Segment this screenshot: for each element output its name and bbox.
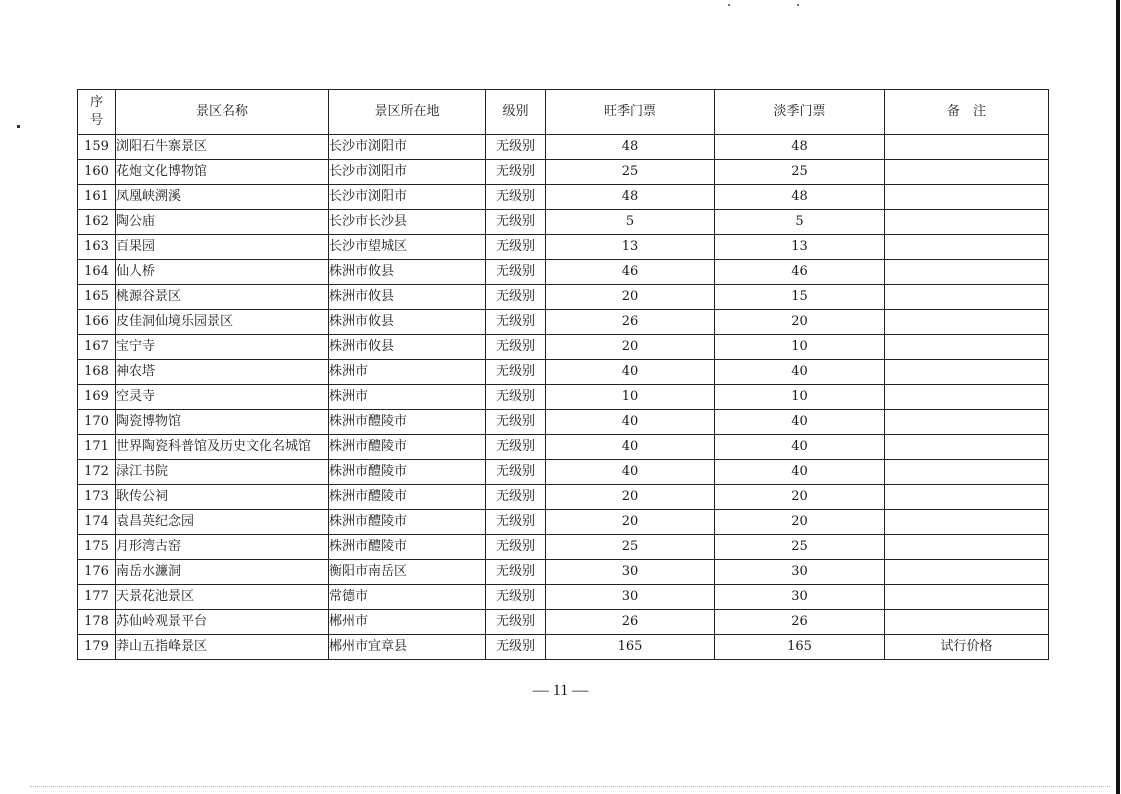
- cell-peak-price: 26: [546, 610, 715, 635]
- cell-seq: 163: [78, 235, 116, 260]
- cell-seq: 168: [78, 360, 116, 385]
- cell-location: 郴州市宜章县: [329, 635, 486, 660]
- cell-off-price: 20: [715, 310, 885, 335]
- cell-peak-price: 13: [546, 235, 715, 260]
- table-row: [78, 135, 1049, 160]
- cell-scenic-name: 苏仙岭观景平台: [116, 610, 329, 635]
- cell-location: 常德市: [329, 585, 486, 610]
- cell-level: 无级别: [486, 510, 546, 535]
- header-level: 级别: [486, 90, 546, 135]
- cell-location: 衡阳市南岳区: [329, 560, 486, 585]
- cell-off-price: 46: [715, 260, 885, 285]
- table-row: [78, 385, 1049, 410]
- cell-location: 株洲市醴陵市: [329, 435, 486, 460]
- cell-remarks: [885, 385, 1049, 410]
- scan-speck: [728, 4, 730, 6]
- scan-noise-line: [30, 786, 1110, 788]
- cell-off-price: 165: [715, 635, 885, 660]
- cell-seq: 159: [78, 135, 116, 160]
- cell-scenic-name: 天景花池景区: [116, 585, 329, 610]
- cell-level: 无级别: [486, 260, 546, 285]
- cell-peak-price: 46: [546, 260, 715, 285]
- cell-location: 株洲市攸县: [329, 260, 486, 285]
- cell-off-price: 5: [715, 210, 885, 235]
- cell-off-price: 40: [715, 435, 885, 460]
- cell-seq: 174: [78, 510, 116, 535]
- header-seq: [78, 90, 116, 135]
- table-row: [78, 410, 1049, 435]
- cell-location: 株洲市醴陵市: [329, 460, 486, 485]
- cell-level: 无级别: [486, 560, 546, 585]
- cell-scenic-name: 宝宁寺: [116, 335, 329, 360]
- cell-peak-price: 165: [546, 635, 715, 660]
- cell-off-price: 30: [715, 560, 885, 585]
- cell-scenic-name: 神农塔: [116, 360, 329, 385]
- cell-scenic-name: 浏阳石牛寨景区: [116, 135, 329, 160]
- table-row: [78, 610, 1049, 635]
- cell-peak-price: 26: [546, 310, 715, 335]
- cell-peak-price: 48: [546, 135, 715, 160]
- table-row: [78, 435, 1049, 460]
- cell-scenic-name: 皮佳洞仙境乐园景区: [116, 310, 329, 335]
- cell-off-price: 20: [715, 510, 885, 535]
- cell-level: 无级别: [486, 385, 546, 410]
- cell-level: 无级别: [486, 160, 546, 185]
- cell-remarks: [885, 335, 1049, 360]
- cell-remarks: [885, 185, 1049, 210]
- cell-level: 无级别: [486, 460, 546, 485]
- cell-remarks: [885, 160, 1049, 185]
- cell-seq: 166: [78, 310, 116, 335]
- cell-level: 无级别: [486, 310, 546, 335]
- cell-peak-price: 48: [546, 185, 715, 210]
- cell-level: 无级别: [486, 210, 546, 235]
- table-row: [78, 585, 1049, 610]
- cell-off-price: 20: [715, 485, 885, 510]
- cell-remarks: 试行价格: [885, 635, 1049, 660]
- cell-off-price: 25: [715, 535, 885, 560]
- cell-remarks: [885, 610, 1049, 635]
- cell-seq: 164: [78, 260, 116, 285]
- cell-seq: 165: [78, 285, 116, 310]
- cell-level: 无级别: [486, 235, 546, 260]
- table-row: [78, 310, 1049, 335]
- cell-scenic-name: 渌江书院: [116, 460, 329, 485]
- cell-peak-price: 5: [546, 210, 715, 235]
- cell-scenic-name: 莽山五指峰景区: [116, 635, 329, 660]
- cell-scenic-name: 仙人桥: [116, 260, 329, 285]
- cell-remarks: [885, 135, 1049, 160]
- cell-seq: 179: [78, 635, 116, 660]
- cell-scenic-name: 桃源谷景区: [116, 285, 329, 310]
- cell-location: 株洲市攸县: [329, 335, 486, 360]
- cell-scenic-name: 空灵寺: [116, 385, 329, 410]
- cell-scenic-name: 耿传公祠: [116, 485, 329, 510]
- cell-location: 株洲市: [329, 385, 486, 410]
- cell-remarks: [885, 585, 1049, 610]
- cell-off-price: 25: [715, 160, 885, 185]
- cell-peak-price: 40: [546, 360, 715, 385]
- table-row: [78, 635, 1049, 660]
- cell-level: 无级别: [486, 335, 546, 360]
- cell-seq: 173: [78, 485, 116, 510]
- cell-off-price: 48: [715, 135, 885, 160]
- cell-level: 无级别: [486, 635, 546, 660]
- cell-remarks: [885, 235, 1049, 260]
- cell-scenic-name: 世界陶瓷科普馆及历史文化名城馆: [116, 435, 329, 460]
- cell-remarks: [885, 310, 1049, 335]
- table-row: [78, 560, 1049, 585]
- table-row: [78, 285, 1049, 310]
- cell-off-price: 48: [715, 185, 885, 210]
- cell-seq: 169: [78, 385, 116, 410]
- cell-seq: 162: [78, 210, 116, 235]
- cell-location: 株洲市醴陵市: [329, 535, 486, 560]
- table-row: [78, 260, 1049, 285]
- cell-remarks: [885, 410, 1049, 435]
- cell-seq: 160: [78, 160, 116, 185]
- cell-peak-price: 20: [546, 485, 715, 510]
- cell-location: 株洲市醴陵市: [329, 410, 486, 435]
- cell-scenic-name: 南岳水濂洞: [116, 560, 329, 585]
- cell-peak-price: 25: [546, 160, 715, 185]
- cell-location: 长沙市浏阳市: [329, 135, 486, 160]
- cell-seq: 177: [78, 585, 116, 610]
- scan-speck: [797, 4, 799, 6]
- cell-location: 株洲市醴陵市: [329, 485, 486, 510]
- cell-level: 无级别: [486, 435, 546, 460]
- cell-remarks: [885, 435, 1049, 460]
- cell-peak-price: 30: [546, 560, 715, 585]
- cell-location: 株洲市醴陵市: [329, 510, 486, 535]
- binding-edge: [1116, 0, 1120, 794]
- cell-seq: 175: [78, 535, 116, 560]
- cell-scenic-name: 袁昌英纪念园: [116, 510, 329, 535]
- table-row: [78, 460, 1049, 485]
- cell-seq: 172: [78, 460, 116, 485]
- cell-location: 株洲市攸县: [329, 285, 486, 310]
- table-row: [78, 185, 1049, 210]
- cell-remarks: [885, 360, 1049, 385]
- cell-scenic-name: 陶公庙: [116, 210, 329, 235]
- cell-level: 无级别: [486, 610, 546, 635]
- cell-off-price: 10: [715, 385, 885, 410]
- cell-peak-price: 25: [546, 535, 715, 560]
- cell-remarks: [885, 285, 1049, 310]
- cell-location: 长沙市浏阳市: [329, 160, 486, 185]
- cell-peak-price: 40: [546, 435, 715, 460]
- cell-peak-price: 10: [546, 385, 715, 410]
- table-row: [78, 160, 1049, 185]
- table-row: [78, 485, 1049, 510]
- cell-remarks: [885, 535, 1049, 560]
- cell-off-price: 40: [715, 410, 885, 435]
- cell-level: 无级别: [486, 585, 546, 610]
- cell-location: 长沙市浏阳市: [329, 185, 486, 210]
- cell-location: 长沙市望城区: [329, 235, 486, 260]
- table-row: [78, 510, 1049, 535]
- cell-seq: 171: [78, 435, 116, 460]
- cell-scenic-name: 陶瓷博物馆: [116, 410, 329, 435]
- cell-off-price: 40: [715, 360, 885, 385]
- table-row: [78, 535, 1049, 560]
- cell-remarks: [885, 260, 1049, 285]
- table-row: [78, 235, 1049, 260]
- cell-location: 株洲市攸县: [329, 310, 486, 335]
- cell-level: 无级别: [486, 285, 546, 310]
- cell-location: 郴州市: [329, 610, 486, 635]
- cell-remarks: [885, 485, 1049, 510]
- cell-remarks: [885, 210, 1049, 235]
- header-off-price: 淡季门票: [715, 90, 885, 135]
- cell-seq: 176: [78, 560, 116, 585]
- cell-seq: 167: [78, 335, 116, 360]
- cell-level: 无级别: [486, 360, 546, 385]
- cell-level: 无级别: [486, 485, 546, 510]
- table-row: [78, 360, 1049, 385]
- header-remarks: 备 注: [885, 90, 1049, 135]
- cell-level: 无级别: [486, 410, 546, 435]
- cell-off-price: 26: [715, 610, 885, 635]
- cell-seq: 178: [78, 610, 116, 635]
- cell-remarks: [885, 560, 1049, 585]
- table-row: [78, 210, 1049, 235]
- cell-peak-price: 20: [546, 285, 715, 310]
- header-name: 景区名称: [116, 90, 329, 135]
- cell-off-price: 30: [715, 585, 885, 610]
- cell-level: 无级别: [486, 535, 546, 560]
- cell-seq: 170: [78, 410, 116, 435]
- cell-scenic-name: 月形湾古窑: [116, 535, 329, 560]
- cell-level: 无级别: [486, 135, 546, 160]
- table-header-row: [78, 90, 1049, 135]
- cell-remarks: [885, 510, 1049, 535]
- cell-peak-price: 20: [546, 510, 715, 535]
- cell-off-price: 15: [715, 285, 885, 310]
- cell-off-price: 13: [715, 235, 885, 260]
- table-row: [78, 335, 1049, 360]
- cell-scenic-name: 花炮文化博物馆: [116, 160, 329, 185]
- cell-peak-price: 40: [546, 460, 715, 485]
- cell-scenic-name: 凤凰峡溯溪: [116, 185, 329, 210]
- cell-off-price: 40: [715, 460, 885, 485]
- scenic-area-price-table: [77, 89, 1049, 660]
- cell-peak-price: 30: [546, 585, 715, 610]
- cell-off-price: 10: [715, 335, 885, 360]
- cell-seq: 161: [78, 185, 116, 210]
- page-number: — 11 —: [532, 682, 589, 699]
- cell-scenic-name: 百果园: [116, 235, 329, 260]
- header-peak-price: 旺季门票: [546, 90, 715, 135]
- cell-peak-price: 40: [546, 410, 715, 435]
- scan-speck: [17, 125, 20, 128]
- table-body: [78, 135, 1049, 660]
- cell-remarks: [885, 460, 1049, 485]
- cell-level: 无级别: [486, 185, 546, 210]
- header-seq-top: 序: [89, 95, 103, 110]
- cell-peak-price: 20: [546, 335, 715, 360]
- cell-location: 长沙市长沙县: [329, 210, 486, 235]
- header-seq-bottom: 号: [89, 113, 103, 128]
- cell-location: 株洲市: [329, 360, 486, 385]
- header-location: 景区所在地: [329, 90, 486, 135]
